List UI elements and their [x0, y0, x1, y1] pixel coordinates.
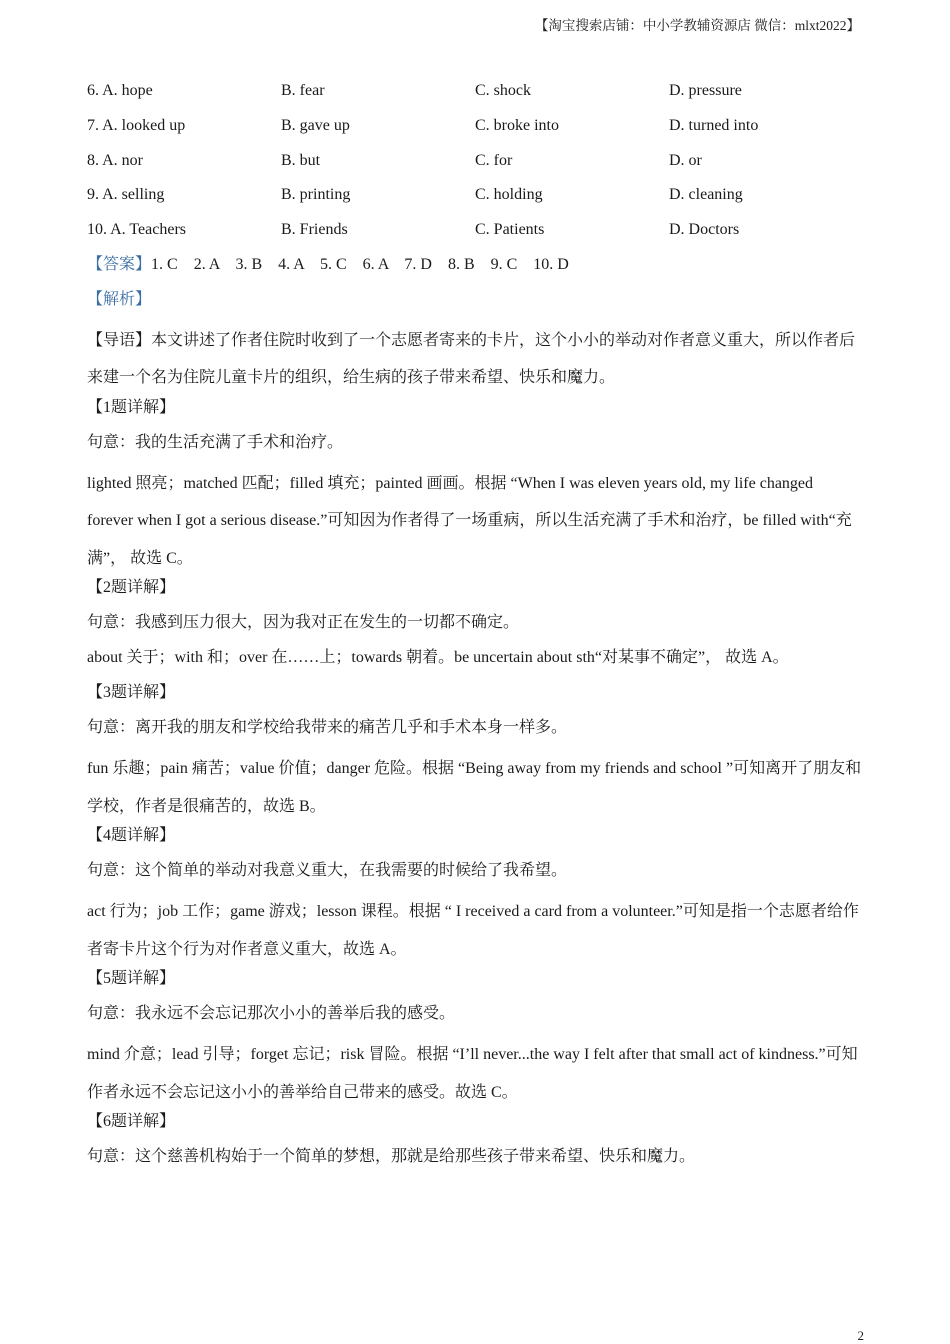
option-b: B. fear [281, 82, 325, 99]
q5-title: 【5题详解】 [87, 970, 176, 988]
q4-title: 【4题详解】 [87, 827, 176, 845]
option-d: D. pressure [669, 82, 742, 99]
option-c: C. Patients [475, 221, 545, 239]
page-header: 【淘宝搜索店铺：中小学教辅资源店 微信：mlxt2022】 [534, 18, 860, 33]
q4-detail: act 行为；job 工作；game 游戏；lesson 课程。根据 “ I received a card from a volunteer.”可知是指一个志愿者给作者寄卡片这个行为对作者意义重大，故选 A。 [87, 903, 859, 958]
q3-meaning: 句意：离开我的朋友和学校给我带来的痛苦几乎和手术本身一样多。 [87, 719, 568, 737]
option-b: B. but [281, 151, 321, 169]
document-body [87, 78, 863, 1179]
q2-title: 【2题详解】 [87, 579, 176, 597]
option-a: 10. A. Teachers [87, 221, 186, 239]
q5-detail: mind 介意；lead 引导；forget 忘记；risk 冒险。根据 “I’ll never...the way I felt after that small act of kindness.”可知作者永远不会忘记这小小的善举给自己带来的感受。故选 C。 [87, 1046, 858, 1101]
q1-detail: lighted 照亮；matched 匹配；filled 填充；painted 画画。根据 “When I was eleven years old, my life changed forever when I got a serious disease.”可知因为作者得了一场重病，所以生活充满了手术和治疗，be filled with“充满”， 故选 C。 [87, 474, 852, 567]
option-a: 8. A. nor [87, 151, 143, 169]
answer-label: 【答案】 [87, 255, 152, 273]
option-d: D. Doctors [669, 221, 740, 239]
q2-detail: about 关于；with 和；over 在……上；towards 朝着。be uncertain about sth“对某事不确定”， 故选 A。 [87, 649, 789, 667]
option-b: B. printing [281, 186, 351, 204]
q3-detail: fun 乐趣；pain 痛苦；value 价值；danger 危险。根据 “Being away from my friends and school ”可知离开了朋友和学校，作者是很痛苦的，故选 B。 [87, 760, 862, 815]
intro-paragraph: 【导语】本文讲述了作者住院时收到了一个志愿者寄来的卡片，这个小小的举动对作者意义重大，所以作者后来建一个名为住院儿童卡片的组织，给生病的孩子带来希望、快乐和魔力。 [87, 331, 856, 387]
option-row-7 [87, 113, 863, 148]
option-c: C. broke into [475, 116, 559, 134]
option-row-10 [87, 217, 863, 252]
q1-title: 【1题详解】 [87, 398, 176, 416]
option-a: 9. A. selling [87, 186, 165, 204]
option-c: C. holding [475, 186, 543, 204]
option-a: 7. A. looked up [87, 116, 186, 134]
option-d: D. cleaning [669, 186, 743, 204]
option-b: B. gave up [281, 116, 350, 134]
q1-meaning: 句意：我的生活充满了手术和治疗。 [87, 433, 344, 451]
q4-meaning: 句意：这个简单的举动对我意义重大，在我需要的时候给了我希望。 [87, 862, 568, 880]
q5-meaning: 句意：我永远不会忘记那次小小的善举后我的感受。 [87, 1005, 456, 1023]
answer-line [87, 252, 863, 278]
option-row-6 [87, 78, 863, 113]
option-row-8 [87, 148, 863, 183]
answer-text: 1. C 2. A 3. B 4. A 5. C 6. A 7. D 8. B 9. C 10. D [151, 255, 569, 273]
option-b: B. Friends [281, 221, 348, 239]
page-number: 2 [857, 1328, 864, 1343]
option-d: D. turned into [669, 116, 759, 134]
option-a: 6. A. hope [87, 82, 153, 99]
q6-meaning: 句意：这个慈善机构始于一个简单的梦想，那就是给那些孩子带来希望、快乐和魔力。 [87, 1148, 696, 1166]
q3-title: 【3题详解】 [87, 684, 176, 702]
option-d: D. or [669, 151, 702, 169]
q6-title: 【6题详解】 [87, 1113, 176, 1131]
analysis-label: 【解析】 [87, 290, 152, 308]
option-row-9 [87, 182, 863, 217]
option-c: C. for [475, 151, 513, 169]
option-c: C. shock [475, 82, 531, 99]
q2-meaning: 句意：我感到压力很大，因为我对正在发生的一切都不确定。 [87, 614, 520, 632]
